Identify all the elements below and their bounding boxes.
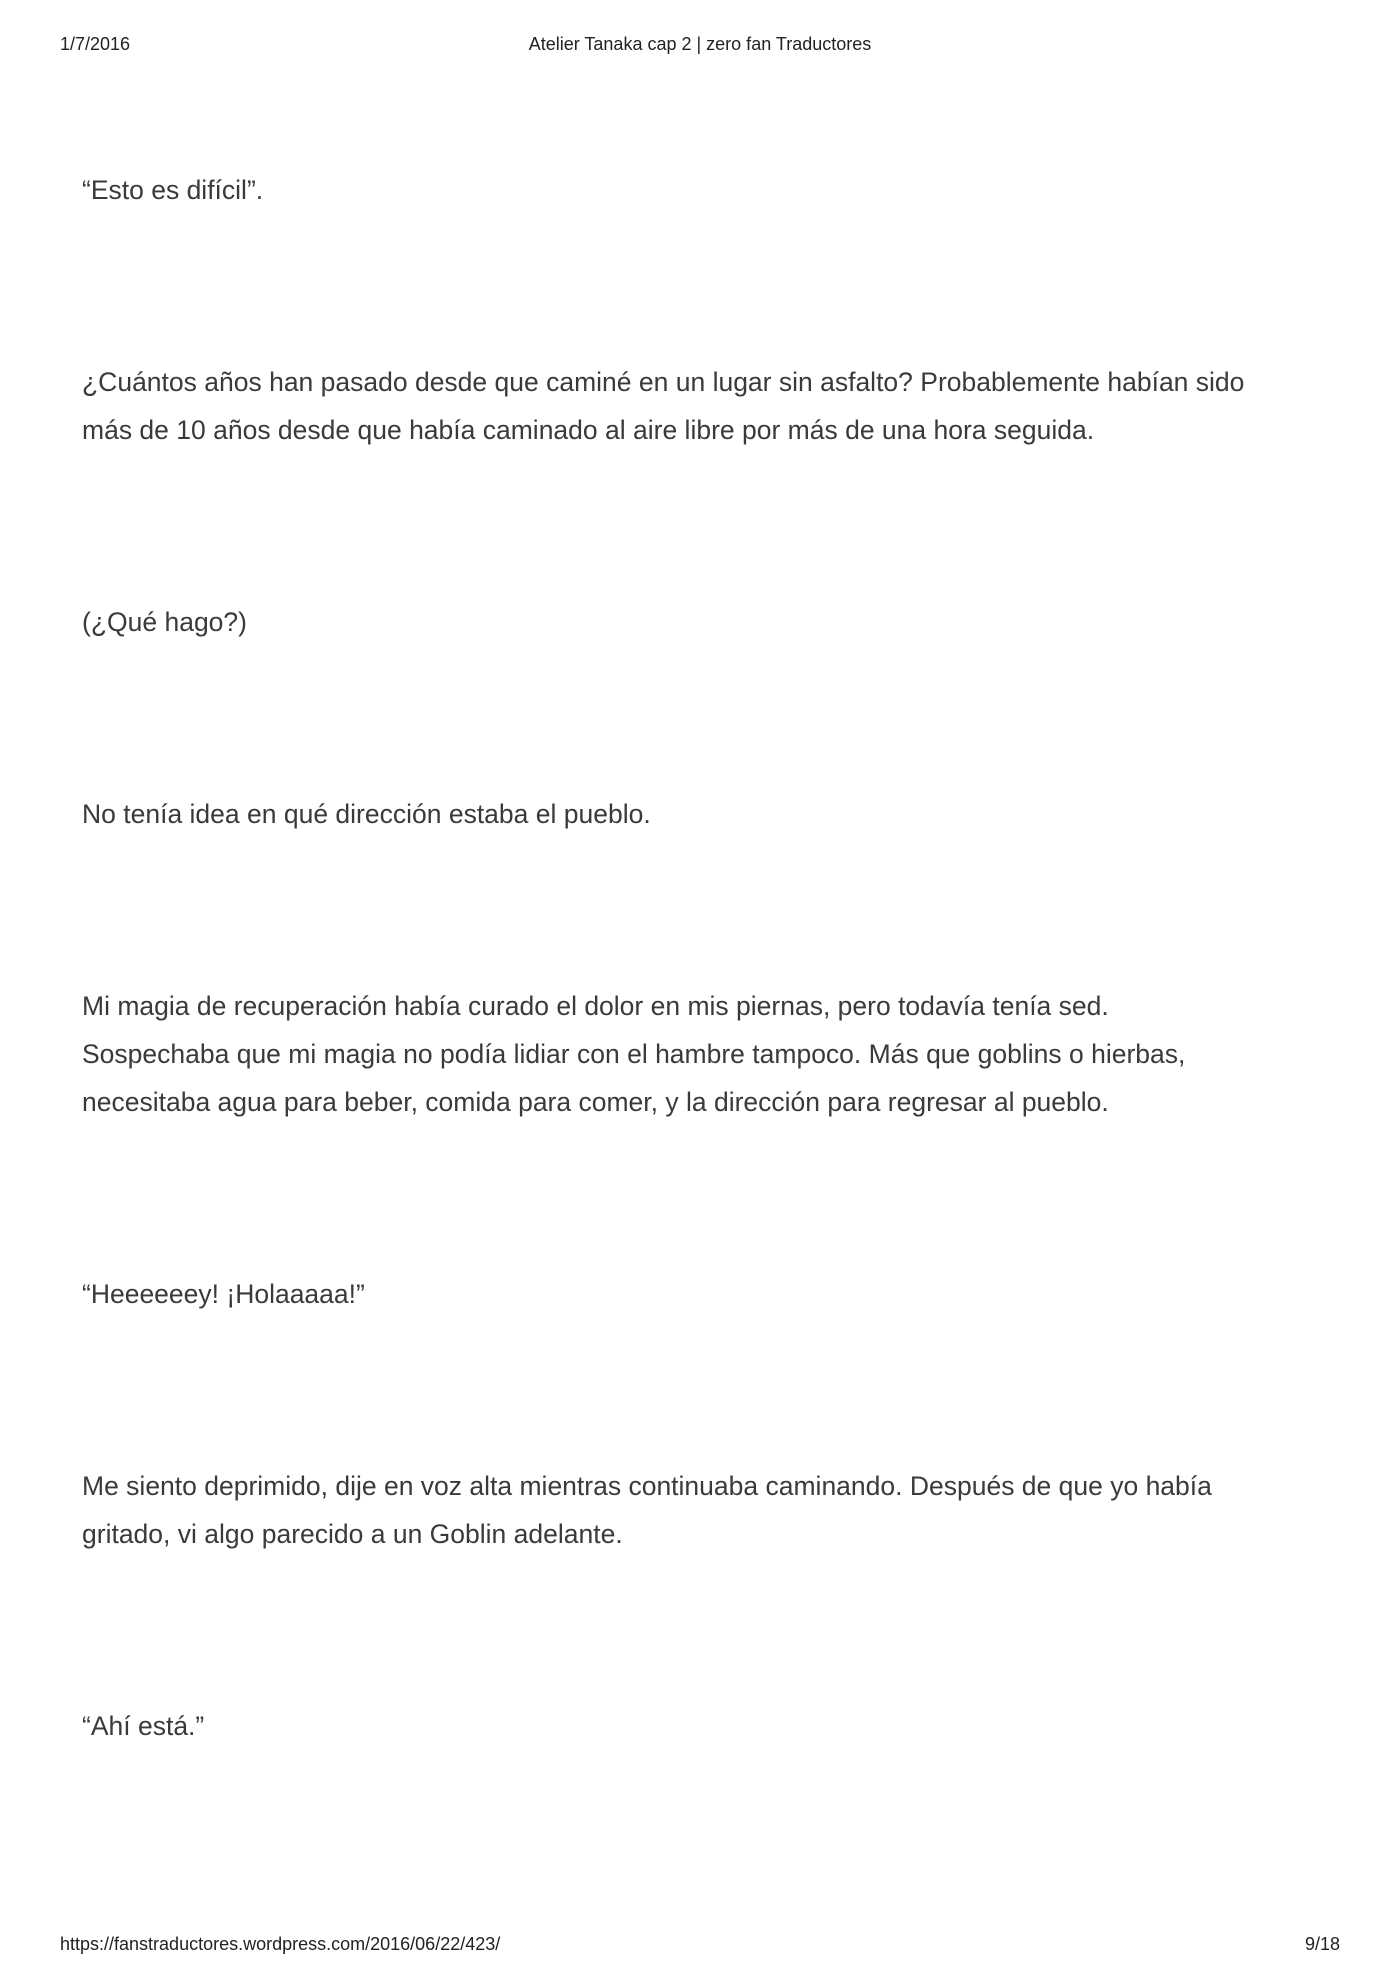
paragraph xyxy=(82,1702,204,1750)
text-line: Sospechaba que mi magia no podía lidiar con el hambre tampoco. Más que goblins o hierbas, xyxy=(82,1039,1186,1069)
paragraph xyxy=(82,598,247,646)
paragraph xyxy=(82,1270,365,1318)
paragraph xyxy=(82,790,651,838)
page-footer xyxy=(0,1934,1400,1958)
text-line: gritado, vi algo parecido a un Goblin adelante. xyxy=(82,1519,623,1549)
page-url[interactable]: https://fanstraductores.wordpress.com/2016/06/22/423/ xyxy=(60,1934,501,1954)
text-line: Mi magia de recuperación había curado el dolor en mis piernas, pero todavía tenía sed. xyxy=(82,991,1109,1021)
paragraph xyxy=(82,982,1185,1126)
paragraph xyxy=(82,358,1244,454)
page-header xyxy=(0,34,1400,58)
text-line: Me siento deprimido, dije en voz alta mientras continuaba caminando. Después de que yo había xyxy=(82,1471,1212,1501)
text-line: ¿Cuántos años han pasado desde que caminé en un lugar sin asfalto? Probablemente habían sido xyxy=(82,367,1245,397)
page-title: Atelier Tanaka cap 2 | zero fan Traductores xyxy=(528,34,872,54)
paragraph xyxy=(82,166,263,214)
print-date: 1/7/2016 xyxy=(60,34,131,54)
text-line: “Ahí está.” xyxy=(82,1711,205,1741)
text-line: “Esto es difícil”. xyxy=(82,175,264,205)
text-line: “Heeeeeey! ¡Holaaaaa!” xyxy=(82,1279,365,1309)
text-line: No tenía idea en qué dirección estaba el pueblo. xyxy=(82,799,651,829)
text-line: necesitaba agua para beber, comida para comer, y la dirección para regresar al pueblo. xyxy=(82,1087,1109,1117)
page-number: 9/18 xyxy=(1304,1934,1340,1954)
text-line: (¿Qué hago?) xyxy=(82,607,247,637)
text-line: más de 10 años desde que había caminado al aire libre por más de una hora seguida. xyxy=(82,415,1095,445)
paragraph xyxy=(82,1462,1212,1558)
